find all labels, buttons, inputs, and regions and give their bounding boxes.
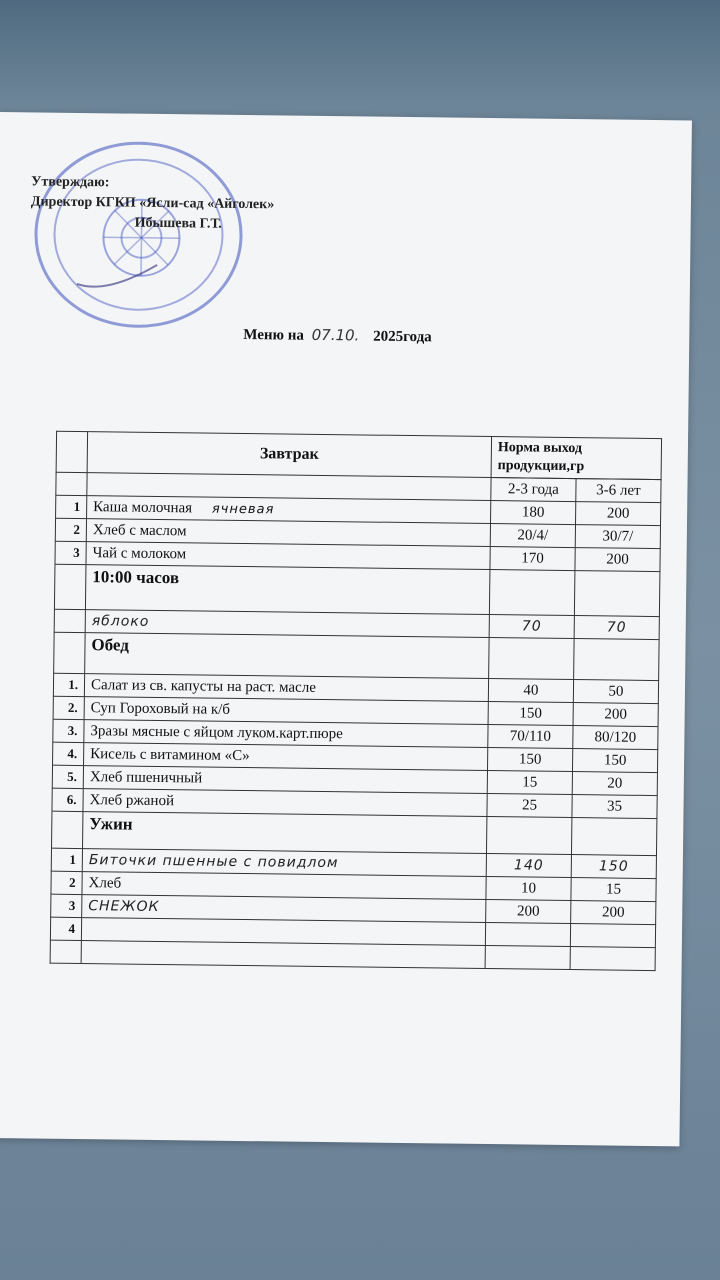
lunch-title: Обед — [85, 633, 489, 679]
approval-label: Утверждаю: — [31, 174, 110, 191]
snack-title: 10:00 часов — [85, 565, 490, 615]
approval-block — [31, 172, 275, 235]
menu-title-prefix: Меню на — [243, 326, 305, 344]
table-row: 4. Кисель с витамином «С» 150 150 — [53, 742, 658, 772]
stamp-emblem-icon — [36, 143, 246, 332]
approval-director: Директор КГКП «Ясли-сад «Айголек» — [30, 194, 275, 213]
table-row: 5. Хлеб пшеничный 15 20 — [52, 765, 657, 795]
snack-section-row — [54, 564, 660, 616]
age-col-2: 3-6 лет — [576, 479, 661, 503]
norm-header: Норма выход продукции,гр — [491, 437, 661, 480]
official-stamp — [33, 140, 243, 329]
menu-sheet — [0, 112, 692, 1146]
age-col-1: 2-3 года — [491, 478, 576, 502]
menu-title — [243, 325, 432, 346]
table-row: 3 СНЕЖОК 200 200 — [51, 894, 656, 924]
table-row: 6. Хлеб ржаной 25 35 — [52, 788, 657, 818]
table-row: 4 — [50, 917, 655, 947]
table-row: 1 Биточки пшенные с повидлом 140 150 — [51, 848, 656, 878]
table-row: яблоко 70 70 — [54, 609, 659, 639]
approval-name: Ибышева Г.Т. — [134, 215, 222, 232]
table-row: 3. Зразы мясные с яйцом луком.карт.пюре 70/110 80/120 — [53, 719, 658, 749]
dinner-title: Ужин — [83, 812, 487, 854]
menu-table — [50, 431, 662, 971]
table-row: 2 Хлеб 10 15 — [51, 871, 656, 901]
table-row: 2. Суп Гороховый на к/б 150 200 — [53, 696, 658, 726]
menu-title-suffix: 2025года — [373, 328, 432, 346]
breakfast-header: Завтрак — [87, 432, 491, 478]
table-row: 2 Хлеб с маслом 20/4/ 30/7/ — [55, 518, 660, 548]
menu-date: 07.10. — [311, 325, 360, 345]
table-row: 1. Салат из св. капусты на раст. масле 40 50 — [53, 673, 658, 703]
table-row: 3 Чай с молоком 170 200 — [55, 541, 660, 571]
table-row: 1 Каша молочная ячневая 180 200 — [56, 495, 661, 525]
